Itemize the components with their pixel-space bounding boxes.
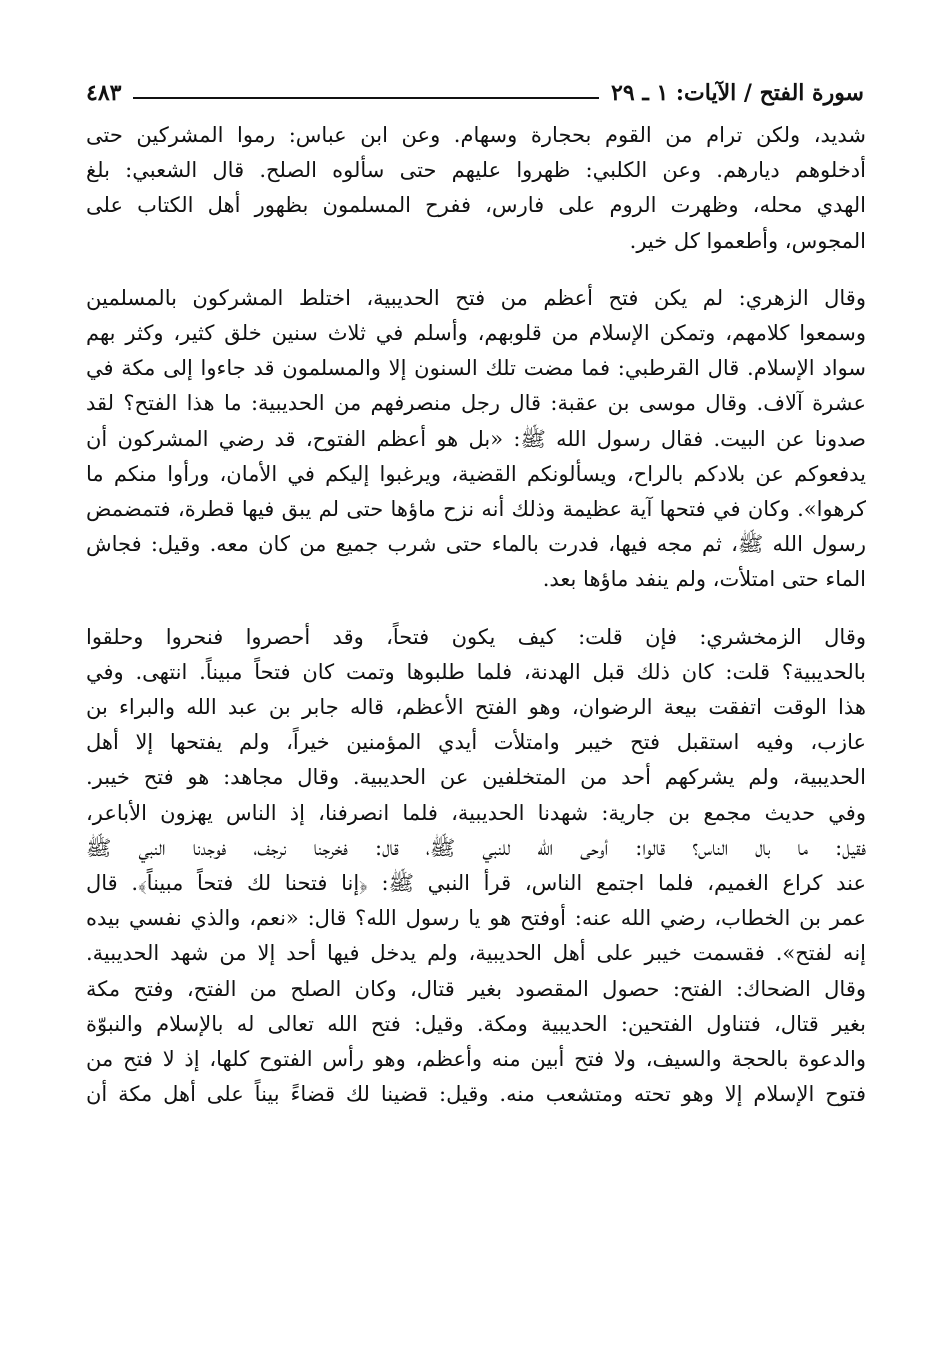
text-line: فتوح الإسلام إلا وهو تحته ومتشعب منه. وقيل: قضينا لك قضاءً بيناً على أهل مكة أن bbox=[86, 1082, 866, 1107]
text-line: وفي حديث مجمع بن جارية: شهدنا الحديبية، فلما انصرفنا، إذ الناس يهزون الأباعر، bbox=[86, 800, 866, 825]
text-line: أدخلوهم ديارهم. وعن الكلبي: ظهروا عليهم حتى سألوه الصلح. قال الشعبي: بلغ bbox=[86, 158, 866, 183]
text-line: هذا الوقت اتفقت بيعة الرضوان، وهو الفتح الأعظم، قاله جابر بن عبد الله والبراء بن bbox=[86, 695, 866, 720]
text-line: وسمعوا كلامهم، وتمكن الإسلام من قلوبهم، وأسلم في ثلاث سنين خلق كثير، وكثر بهم bbox=[86, 321, 866, 346]
text-line: الماء حتى امتلأت، ولم ينفد ماؤها بعد. bbox=[542, 567, 866, 592]
running-header bbox=[86, 72, 864, 106]
paragraph-3 bbox=[86, 620, 866, 1113]
text-line: عمر بن الخطاب، رضي الله عنه: أوفتح هو يا رسول الله؟ قال: «نعم، والذي نفسي بيده bbox=[86, 906, 866, 931]
text-line: يدفعوكم عن بلادكم بالراح، ويسألونكم القضية، ويرغبوا إليكم في الأمان، ورأوا منكم ما bbox=[86, 461, 866, 486]
page-number: ٤٨٣ bbox=[86, 80, 122, 106]
text-line: عشرة آلاف. وقال موسى بن عقبة: قال رجل منصرفهم من الحديبية: ما هذا الفتح؟ لقد bbox=[86, 391, 866, 416]
paragraph-2 bbox=[86, 281, 866, 598]
text-line: عند كراع الغميم، فلما اجتمع الناس، قرأ النبي ﷺ: ﴿إنا فتحنا لك فتحاً مبيناً﴾. قال bbox=[86, 871, 866, 896]
text-line: والدعوة بالحجة والسيف، ولا فتح أبين منه وأعظم، وهو رأس الفتوح كلها، إذ لا فتح من bbox=[86, 1047, 866, 1072]
text-line: صدونا عن البيت. فقال رسول الله ﷺ: «بل هو أعظم الفتوح، قد رضي المشركون أن bbox=[86, 426, 866, 451]
paragraph-1 bbox=[86, 118, 866, 259]
text-line: رسول الله ﷺ، ثم مجه فيها، فدرت بالماء حتى شرب جميع من كان معه. وقيل: فجاش bbox=[86, 532, 866, 557]
text-line: وقال الزهري: لم يكن فتح أعظم من فتح الحديبية، اختلط المشركون بالمسلمين bbox=[86, 285, 866, 310]
header-rule bbox=[133, 97, 599, 99]
text-line: المجوس، وأطعموا كل خير. bbox=[629, 228, 866, 253]
body-text bbox=[86, 118, 866, 1112]
text-line: شديد، ولكن ترام من القوم بحجارة وسهام. وعن ابن عباس: رموا المشركين حتى bbox=[86, 123, 866, 147]
text-line: الحديبية، ولم يشركهم أحد من المتخلفين عن الحديبية. وقال مجاهد: هو فتح خيبر. bbox=[86, 765, 866, 790]
text-line: كرهوا». وكان في فتحها آية عظيمة وذلك أنه نزح ماؤها حتى لم يبق فيها قطرة، فتمضمض bbox=[86, 497, 866, 522]
text-line: وقال الزمخشري: فإن قلت: كيف يكون فتحاً، وقد أحصروا فنحروا وحلقوا bbox=[86, 624, 866, 649]
text-line: وقال الضحاك: الفتح: حصول المقصود بغير قتال، وكان الصلح من الفتح، وفتح مكة bbox=[86, 976, 866, 1001]
text-line: بالحديبية؟ قلت: كان ذلك قبل الهدنة، فلما طلبوها وتمت كان فتحاً مبيناً. انتهى. وفي bbox=[86, 659, 866, 684]
text-line: الهدي محله، وظهرت الروم على فارس، ففرح المسلمون بظهور أهل الكتاب على bbox=[86, 193, 866, 218]
text-line: سواد الإسلام. قال القرطبي: فما مضت تلك السنون إلا والمسلمون قد جاءوا إلى مكة في bbox=[86, 356, 866, 381]
text-line: بغير قتال، فتناول الفتحين: الحديبية ومكة. وقيل: فتح الله تعالى له بالإسلام والنبوّة bbox=[86, 1011, 866, 1036]
text-line: فقيل: ما بال الناس؟ قالوا: أوحى الله للنبي ﷺ، قال: فخرجنا نرجف، فوجدنا النبي ﷺ bbox=[86, 835, 866, 860]
header-title: سورة الفتح / الآيات: ١ ـ ٢٩ bbox=[611, 80, 864, 106]
text-line: إنه لفتح». فقسمت خيبر على أهل الحديبية، ولم يدخل فيها أحد إلا من شهد الحديبية. bbox=[86, 941, 866, 966]
text-line: عازب، وفيه استقبل فتح خيبر وامتلأت أيدي المؤمنين خيراً، ولم يفتحها إلا أهل bbox=[86, 730, 866, 755]
